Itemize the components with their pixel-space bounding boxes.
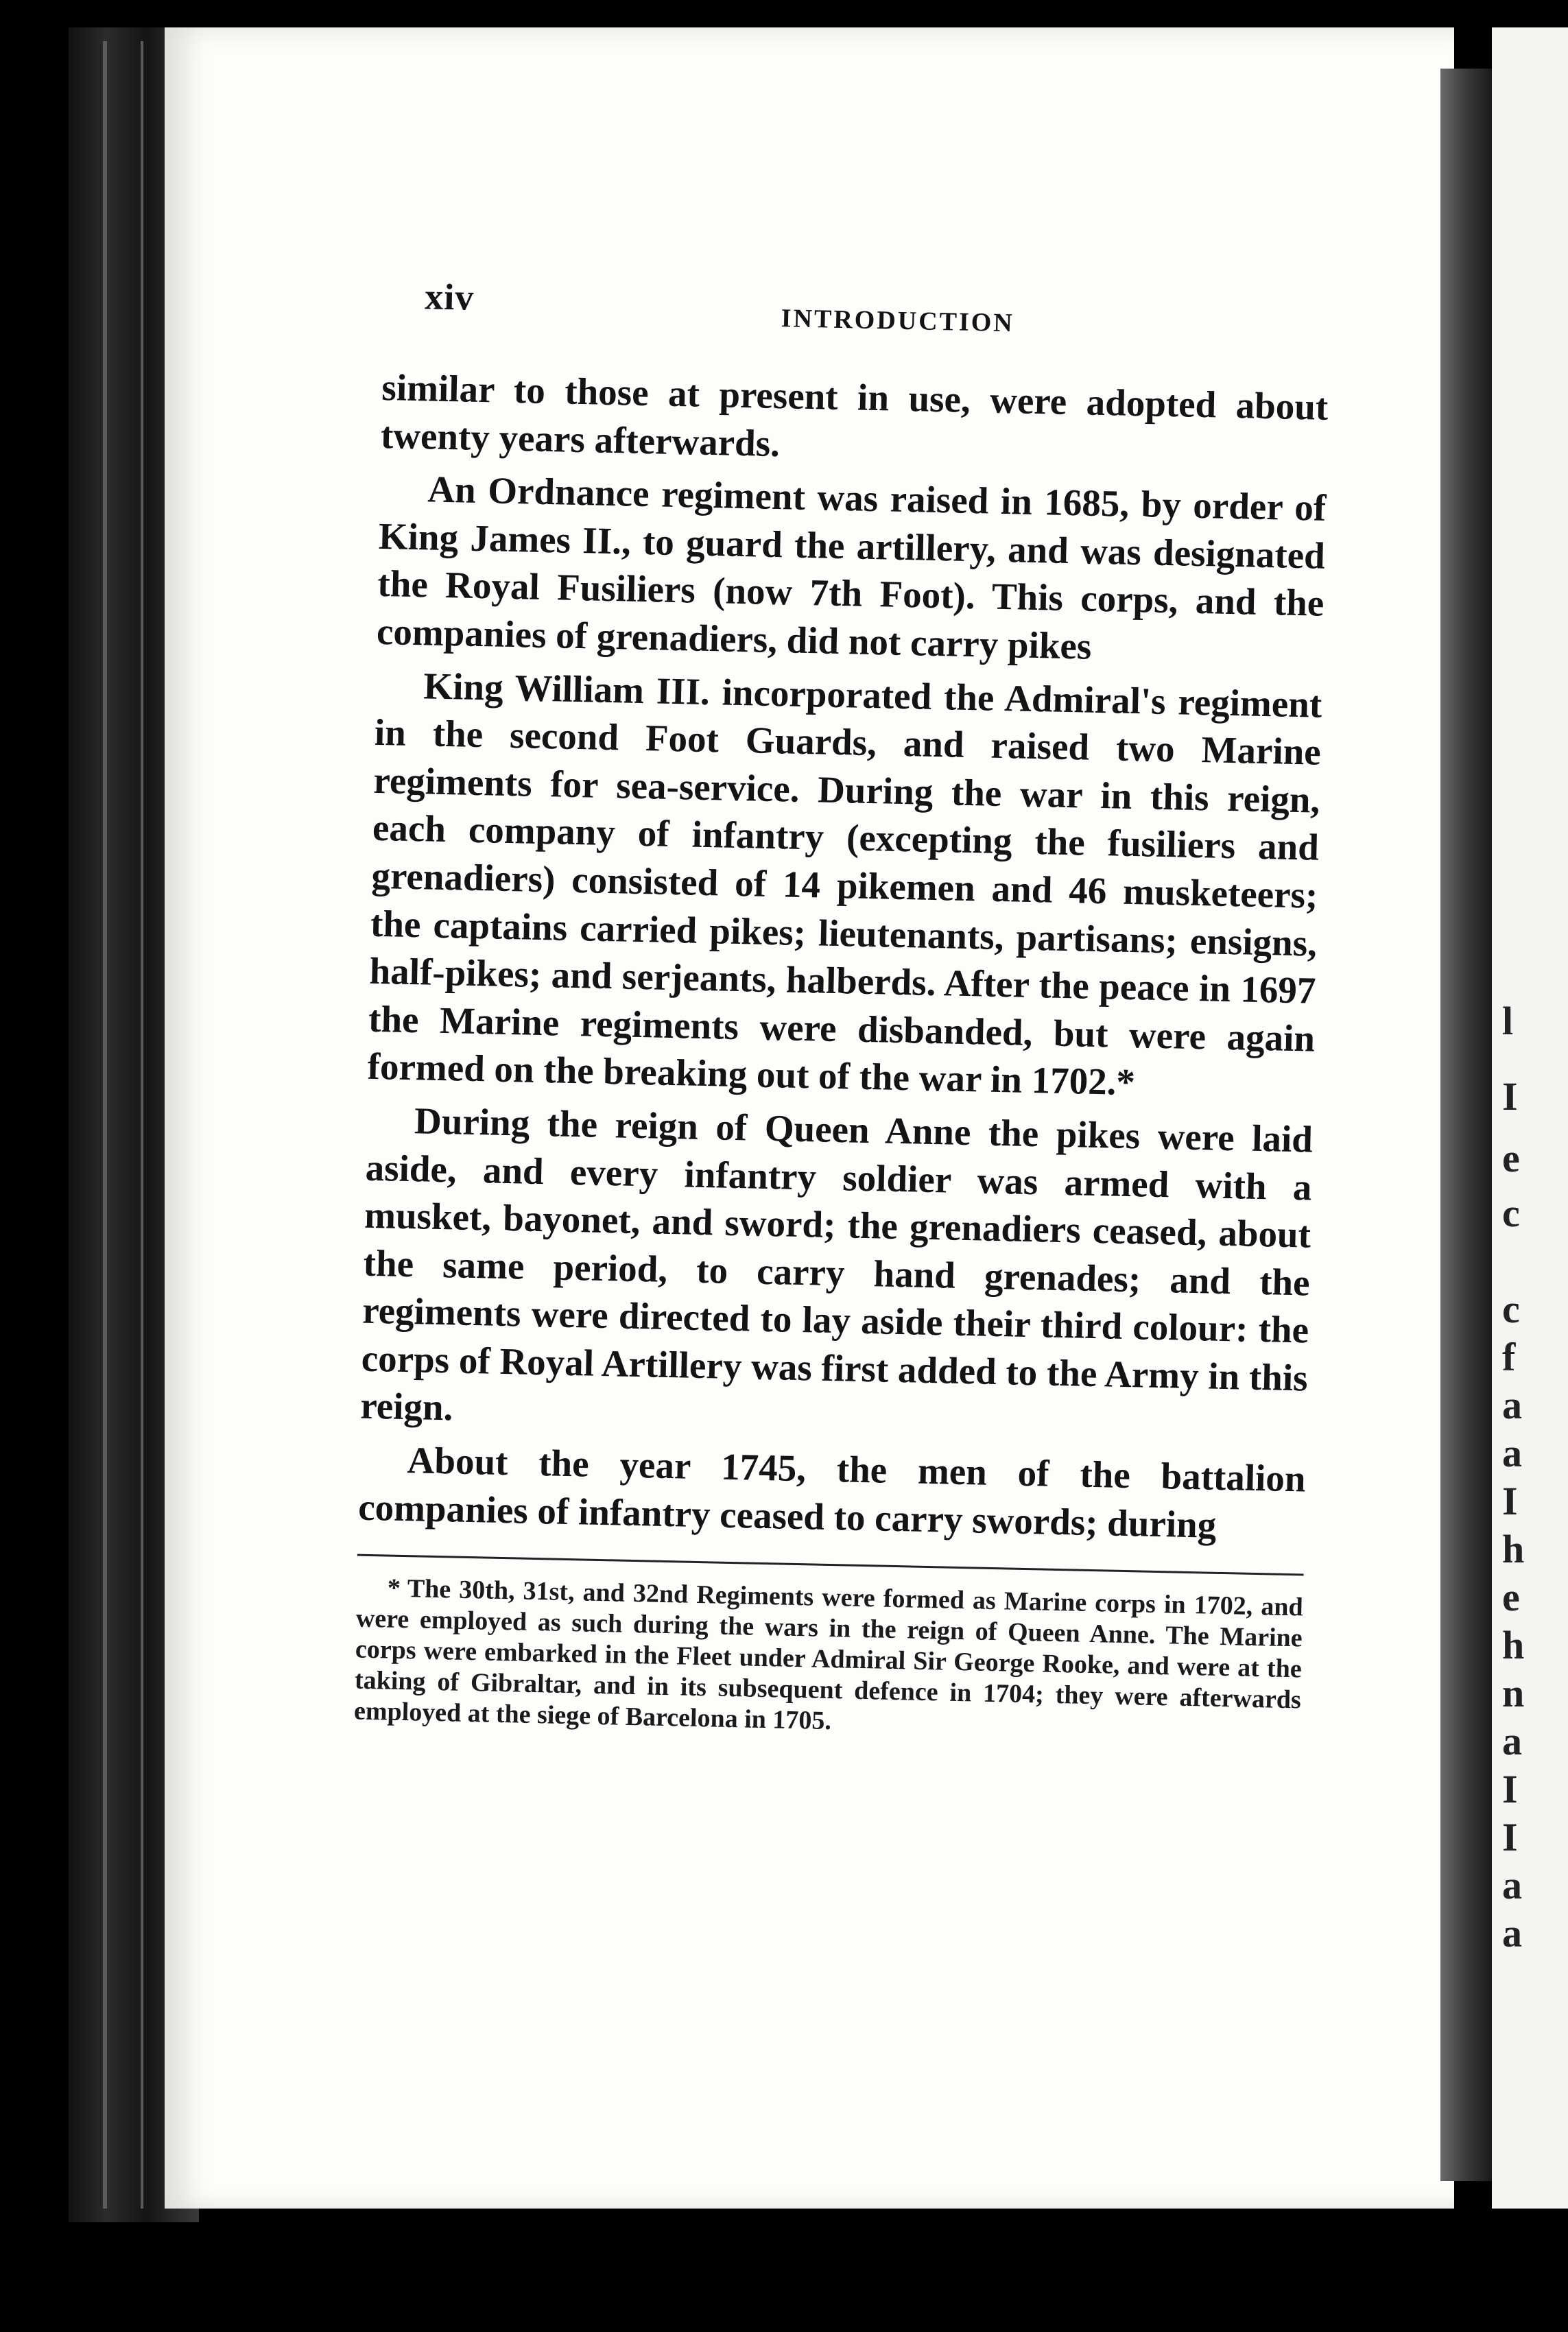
edge-letter: I <box>1502 1767 1518 1811</box>
paragraph: King William III. incorporated the Admiral's regiment in the second Foot Guards, and raised two Marine regiments for sea-service. During the war in this reign, each company of infantry (excepting the fusiliers and grenadiers) consisted of 14 pikemen and 46 musketeers; the captains carried pikes; lieutenants, partisans; ensigns, half-pikes; and serjeants, halberds. After the peace in 1697 the Marine regiments were disbanded, but were again formed on the breaking out of the war in 1702.* <box>367 664 1322 1104</box>
edge-letter: a <box>1502 1431 1522 1475</box>
edge-letter: a <box>1502 1383 1522 1427</box>
footnote-text: The 30th, 31st, and 32nd Regiments were formed as Marine corps in 1702, and were employed as such during the wars in the reign of Queen Anne. The Marine corps were embarked in the Fleet under Admiral Sir George Rooke, and were at the taking of Gibraltar, and in its subsequent defence in 1704; they were afterwards employed at the siege of Barcelona in 1705. <box>353 1574 1304 1736</box>
edge-letter: c <box>1502 1287 1520 1331</box>
edge-letter: a <box>1502 1719 1522 1763</box>
edge-letter: I <box>1502 1815 1518 1859</box>
binding-line <box>103 41 107 2209</box>
footnote-marker: * <box>387 1573 401 1604</box>
paragraph: About the year 1745, the men of the battalion companies of infantry ceased to carry swords; during <box>357 1439 1307 1546</box>
edge-letter: I <box>1502 1479 1518 1523</box>
paragraph: An Ordnance regiment was raised in 1685, by order of King James II., to guard the artillery, and was designated the Royal Fusiliers (now 7th Foot). This corps, and the companies of grenadiers, did not carry pikes <box>376 468 1327 667</box>
binding-shadow-right <box>1440 69 1492 2181</box>
binding-line <box>141 41 143 2209</box>
edge-letter: n <box>1502 1671 1525 1715</box>
paragraph: During the reign of Queen Anne the pikes were laid aside, and every infantry soldier was armed with a musket, bayonet, and sword; the grenadiers ceased, about the same period, to carry hand grenades; and the regiments were directed to lay aside their third colour: the corps of Royal Artillery was first added to the Army in this reign. <box>359 1099 1314 1429</box>
edge-letter: e <box>1502 1575 1520 1619</box>
edge-letter: h <box>1502 1527 1525 1571</box>
edge-letter: f <box>1502 1335 1516 1379</box>
edge-letter: a <box>1502 1911 1522 1955</box>
running-title: INTRODUCTION <box>781 304 1015 338</box>
page-number: xiv <box>424 276 475 318</box>
edge-letter: e <box>1502 1136 1520 1180</box>
edge-letter: a <box>1502 1863 1522 1907</box>
paragraph: similar to those at present in use, were adopted about twenty years afterwards. <box>380 366 1329 464</box>
page-content <box>354 274 1331 1747</box>
edge-letter: h <box>1502 1623 1525 1667</box>
edge-letter: I <box>1502 1074 1518 1119</box>
body-text <box>358 364 1329 1551</box>
edge-letter: l <box>1502 999 1514 1043</box>
edge-letter: c <box>1502 1191 1520 1235</box>
footnote <box>354 1573 1303 1747</box>
footnote-divider <box>357 1554 1304 1576</box>
